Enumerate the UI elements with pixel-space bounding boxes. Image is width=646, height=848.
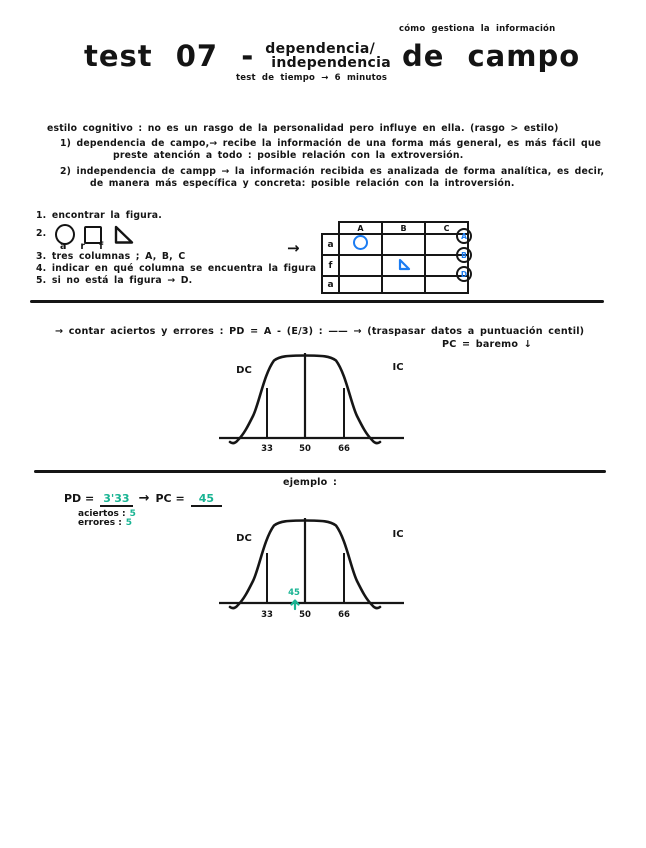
row-label-2: f	[322, 255, 339, 276]
point-1-line-2: preste atención a todo : posible relación con la extroversión.	[113, 150, 464, 161]
pd-pc-equation	[64, 491, 222, 507]
shape-label-a: a	[60, 241, 67, 252]
tick-50: 50	[299, 610, 311, 620]
answer-option-a: A	[456, 228, 472, 244]
right-arrow-icon: →	[287, 239, 300, 257]
step-3: 3. tres columnas ; A, B, C	[36, 251, 186, 262]
pd-value: 3'33	[100, 492, 132, 507]
column-header-a: A	[339, 222, 382, 234]
point-2-line-2: de manera más específica y concreta: posible relación con la introversión.	[90, 178, 515, 189]
title-stack-bottom: independencia	[271, 55, 391, 71]
pc-label: PC =	[155, 492, 185, 505]
dc-label: DC	[236, 533, 252, 544]
ic-label: IC	[392, 362, 404, 373]
title-annotation: cómo gestiona la información	[399, 24, 556, 34]
point-2-line-1: 2) independencia de campp → la información recibida es analizada de forma analítica, es decir,	[60, 166, 605, 177]
pc-baremo-note: PC = baremo ↓	[442, 339, 532, 350]
aciertos-value: 5	[129, 509, 136, 519]
triangle-mark-icon	[397, 258, 411, 271]
tick-66: 66	[338, 610, 350, 620]
errores-value: 5	[125, 518, 133, 528]
answer-option-b: B	[456, 247, 472, 263]
dc-label: DC	[236, 365, 252, 376]
title-tail: de campo	[401, 39, 581, 73]
bell-curve-diagram-2	[214, 517, 419, 627]
answer-options	[456, 228, 472, 282]
triangle-shape-icon	[111, 225, 134, 245]
tick-66: 66	[338, 444, 350, 454]
step-4: 4. indicar en qué columna se encuentra la figura	[36, 263, 317, 274]
title-stack	[265, 42, 391, 70]
tick-33: 33	[261, 610, 273, 620]
grid-cell	[339, 255, 382, 276]
intro-line: estilo cognitivo : no es un rasgo de la personalidad pero influye en ella. (rasgo > estilo)	[47, 123, 559, 134]
bell-curve-diagram-1	[214, 352, 419, 456]
scoring-formula: → contar aciertos y errores : PD = A - (E/3) : —— → (traspasar datos a puntuación centil)	[55, 326, 585, 337]
grid-corner-blank	[322, 222, 339, 234]
errores-label: errores :	[78, 518, 122, 528]
row-label-1: a	[322, 234, 339, 255]
example-title: ejemplo :	[283, 477, 338, 488]
subtitle: test de tiempo → 6 minutos	[236, 73, 388, 83]
title-stack-top: dependencia/	[265, 41, 375, 57]
centile-annotation: 45	[288, 588, 300, 598]
answer-option-d: D	[456, 266, 472, 282]
grid-cell	[382, 234, 425, 255]
tick-33: 33	[261, 444, 273, 454]
grid-cell	[382, 276, 425, 293]
grid-row-2	[322, 255, 468, 276]
step-2-number: 2.	[36, 228, 47, 239]
answer-grid	[321, 221, 469, 294]
pd-label: PD =	[64, 492, 95, 505]
point-1-line-1: 1) dependencia de campo,→ recibe la información de una forma más general, es más fácil que	[60, 138, 602, 149]
errores-line	[78, 518, 132, 528]
grid-header-row	[322, 222, 468, 234]
grid-row-1	[322, 234, 468, 255]
shape-label-f: f	[99, 241, 104, 252]
section-divider	[34, 470, 606, 473]
title-lead: test 07 -	[84, 39, 255, 73]
step-5: 5. si no está la figura → D.	[36, 275, 193, 286]
grid-cell	[339, 276, 382, 293]
section-divider	[30, 300, 604, 303]
aciertos-label: aciertos :	[78, 509, 126, 519]
grid-cell	[382, 255, 425, 276]
pc-value: 45	[191, 492, 222, 507]
row-label-3: a	[322, 276, 339, 293]
step-1: 1. encontrar la figura.	[36, 210, 162, 221]
tick-50: 50	[299, 444, 311, 454]
page-title	[84, 39, 580, 73]
circle-mark-icon	[353, 235, 368, 250]
right-arrow-icon: →	[138, 491, 150, 506]
column-header-c: C	[425, 222, 468, 234]
column-header-b: B	[382, 222, 425, 234]
ic-label: IC	[392, 529, 404, 540]
grid-row-3	[322, 276, 468, 293]
shape-label-r: r	[80, 241, 86, 252]
grid-cell	[339, 234, 382, 255]
